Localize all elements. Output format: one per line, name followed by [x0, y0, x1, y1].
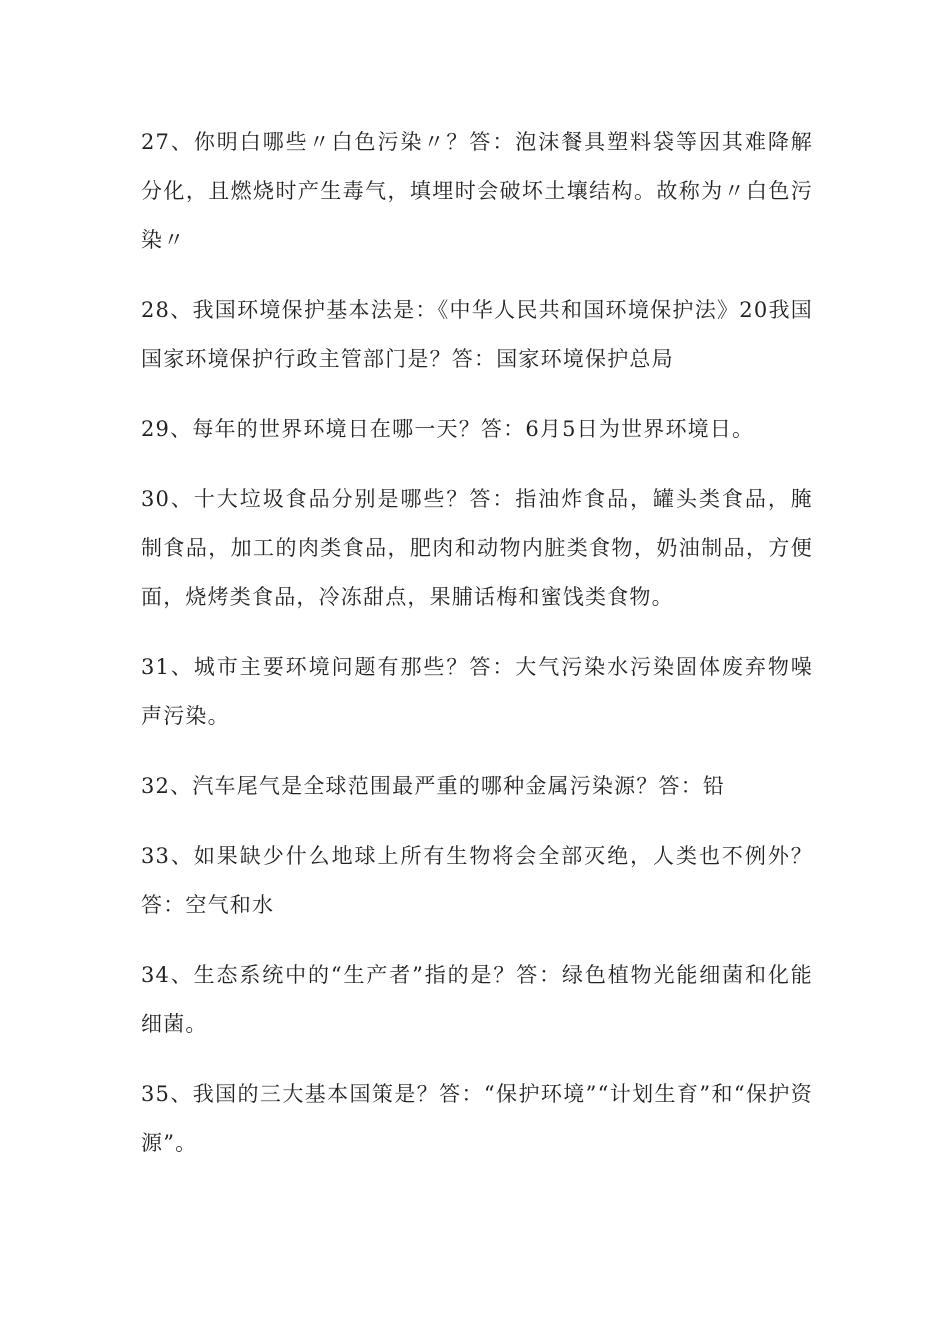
qa-list [141, 118, 813, 1189]
qa-item-33: 33、如果缺少什么地球上所有生物将会全部灭绝，人类也不例外？答：空气和水 [141, 844, 813, 917]
qa-item-28: 28、我国环境保护基本法是：《中华人民共和国环境保护法》20我国国家环境保护行政主管部门是？答：国家环境保护总局 [141, 298, 813, 371]
qa-item-29: 29、每年的世界环境日在哪一天？答：6月5日为世界环境日。 [141, 417, 755, 441]
qa-item-32: 32、汽车尾气是全球范围最严重的哪种金属污染源？答：铅 [141, 774, 726, 798]
qa-item-31: 31、城市主要环境问题有那些？答：大气污染水污染固体废弃物噪声污染。 [141, 655, 813, 728]
qa-item-27: 27、你明白哪些〃白色污染〃？答：泡沫餐具塑料袋等因其难降解分化，且燃烧时产生毒气，填埋时会破坏土壤结构。故称为〃白色污染〃 [141, 130, 813, 252]
qa-item-30: 30、十大垃圾食品分别是哪些？答：指油炸食品，罐头类食品，腌制食品，加工的肉类食品，肥肉和动物内脏类食物，奶油制品，方便面，烧烤类食品，冷冻甜点，果脯话梅和蜜饯类食物。 [141, 487, 813, 609]
qa-item-35: 35、我国的三大基本国策是？答：“保护环境”“计划生育”和“保护资源”。 [141, 1082, 813, 1155]
qa-item-34: 34、生态系统中的“生产者”指的是？答：绿色植物光能细菌和化能细菌。 [141, 963, 813, 1036]
